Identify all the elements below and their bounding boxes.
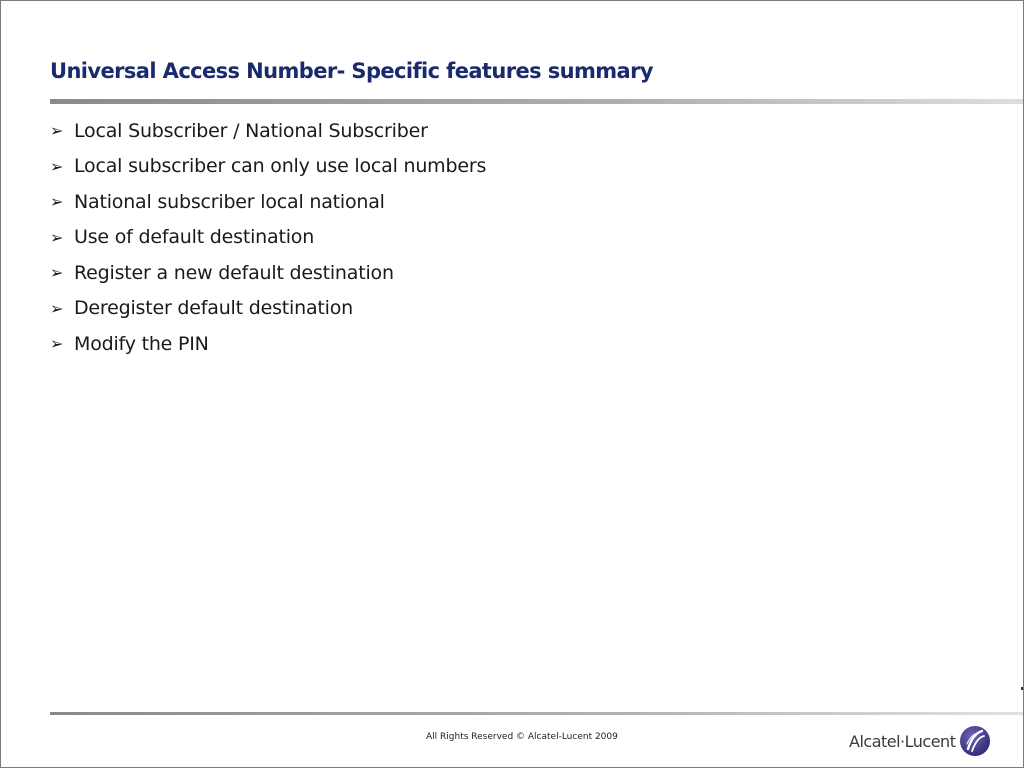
list-item — [50, 113, 486, 149]
arrow-bullet-icon: ➢ — [50, 263, 64, 283]
arrow-bullet-icon: ➢ — [50, 334, 64, 354]
list-item — [50, 149, 486, 185]
bullet-list — [50, 113, 486, 362]
list-item — [50, 326, 486, 362]
footer-divider — [50, 712, 1024, 715]
logo-wordmark: Alcatel·Lucent — [849, 731, 956, 751]
arrow-bullet-icon: ➢ — [50, 227, 64, 247]
arrow-bullet-icon: ➢ — [50, 192, 64, 212]
bullet-text: Local subscriber can only use local numbers — [74, 155, 487, 178]
company-logo — [849, 723, 991, 759]
arrow-bullet-icon: ➢ — [50, 121, 64, 141]
copyright-notice: All Rights Reserved © Alcatel-Lucent 2009 — [426, 732, 618, 742]
bullet-text: Local Subscriber / National Subscriber — [74, 119, 428, 142]
list-item — [50, 291, 486, 327]
arrow-bullet-icon: ➢ — [50, 298, 64, 318]
bullet-text: Deregister default destination — [74, 297, 353, 320]
arrow-bullet-icon: ➢ — [50, 156, 64, 176]
title-divider — [50, 99, 1024, 104]
slide-title: Universal Access Number- Specific features summary — [50, 59, 653, 83]
list-item — [50, 220, 486, 256]
bullet-text: National subscriber local national — [74, 190, 385, 213]
bullet-text: Use of default destination — [74, 226, 315, 249]
edge-mark — [1021, 687, 1023, 690]
list-item — [50, 184, 486, 220]
bullet-text: Modify the PIN — [74, 332, 209, 355]
alcatel-lucent-swirl-icon — [959, 725, 991, 757]
list-item — [50, 255, 486, 291]
bullet-text: Register a new default destination — [74, 261, 394, 284]
